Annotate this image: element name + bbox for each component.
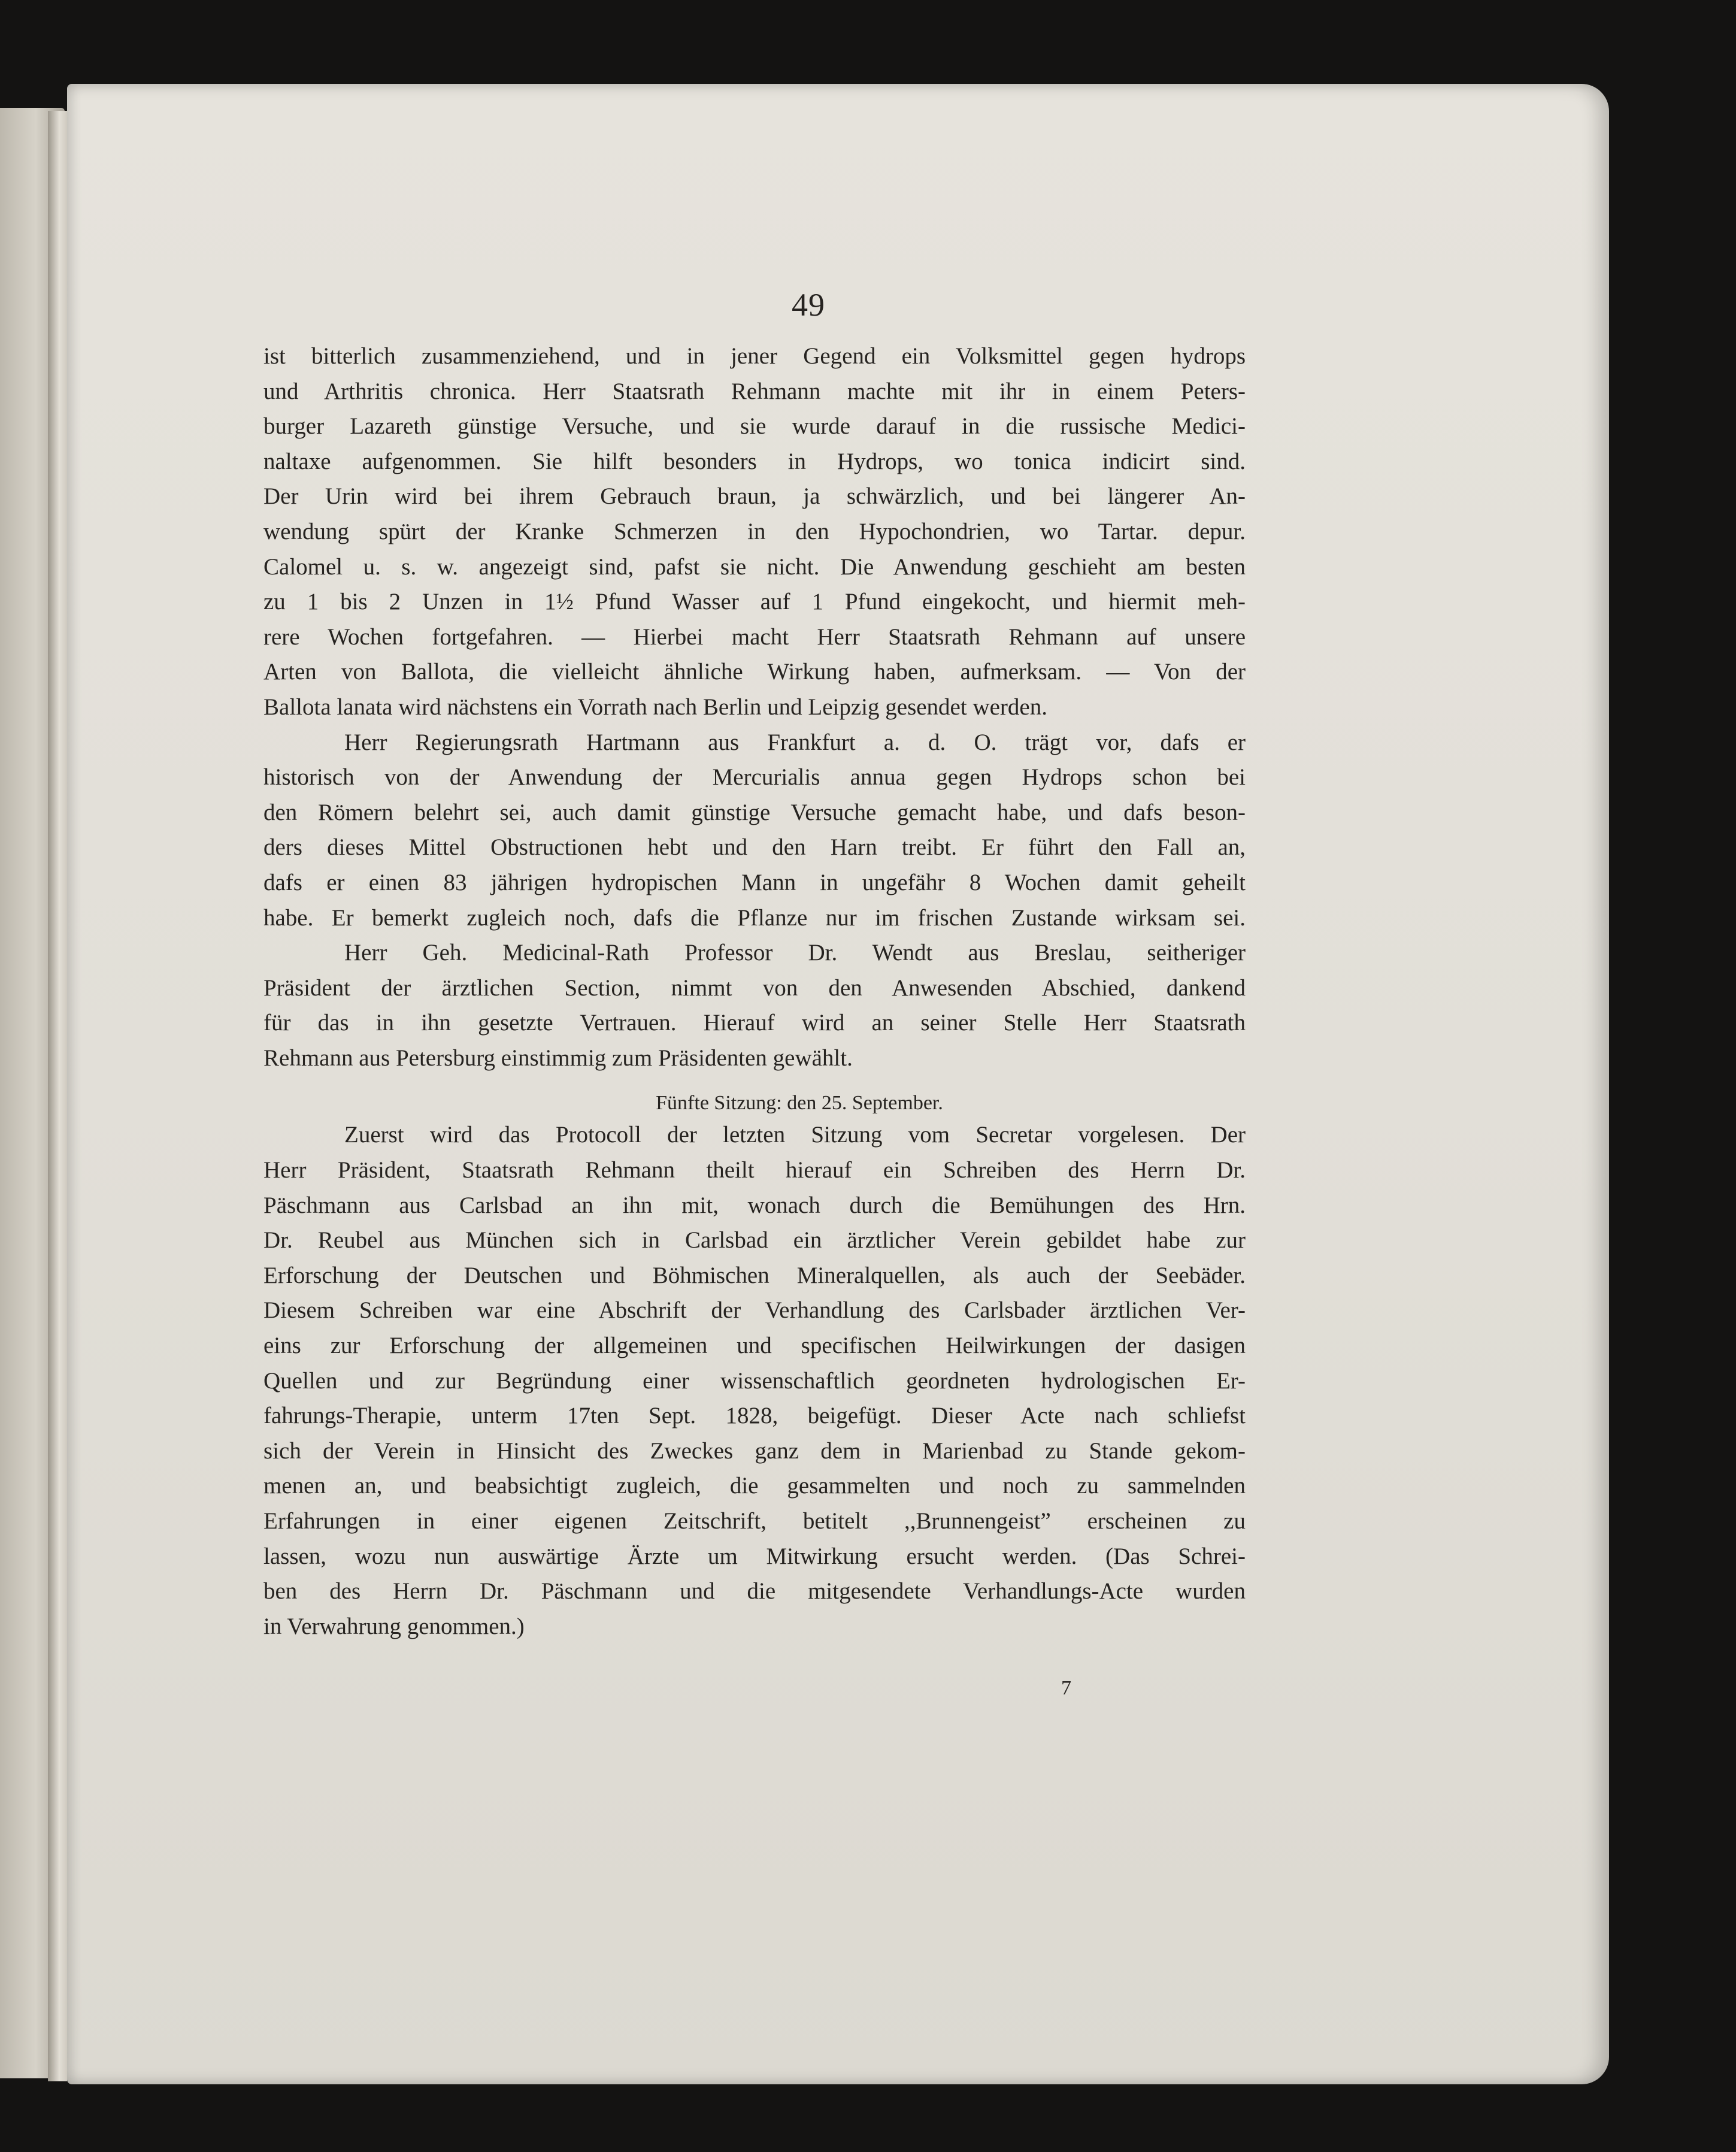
text-line: wendung spürt der Kranke Schmerzen in den Hypochondrien, wo Tartar. depur. xyxy=(263,518,1246,544)
text-line: Arten von Ballota, die vielleicht ähnliche Wirkung haben, aufmerksam. — Von der xyxy=(263,659,1246,685)
paragraph-3 xyxy=(263,936,1246,1076)
book-gutter xyxy=(48,111,67,2081)
text-line: Calomel u. s. w. angezeigt sind, pafst sie nicht. Die Anwendung geschieht am besten xyxy=(263,553,1246,580)
text-line: eins zur Erforschung der allgemeinen und specifischen Heilwirkungen der dasigen xyxy=(263,1333,1246,1359)
paragraph-1 xyxy=(263,339,1246,725)
text-line: zu 1 bis 2 Unzen in 1½ Pfund Wasser auf 1 Pfund eingekocht, und hiermit meh- xyxy=(263,589,1246,615)
text-line: Ballota lanata wird nächstens ein Vorrath nach Berlin und Leipzig gesendet werden. xyxy=(263,694,1047,720)
text-line: rere Wochen fortgefahren. — Hierbei macht Herr Staatsrath Rehmann auf unsere xyxy=(263,623,1246,650)
text-line: Quellen und zur Begründung einer wissenschaftlich geordneten hydrologischen Er- xyxy=(263,1367,1246,1394)
text-line: Dr. Reubel aus München sich in Carlsbad ein ärztlicher Verein gebildet habe zur xyxy=(263,1227,1246,1254)
text-line: Erforschung der Deutschen und Böhmischen Mineralquellen, als auch der Seebäder. xyxy=(263,1262,1246,1288)
text-line: naltaxe aufgenommen. Sie hilft besonders in Hydrops, wo tonica indicirt sind. xyxy=(263,448,1246,474)
text-line: Diesem Schreiben war eine Abschrift der Verhandlung des Carlsbader ärztlichen Ver- xyxy=(263,1297,1246,1324)
text-line: sich der Verein in Hinsicht des Zweckes ganz dem in Marienbad zu Stande gekom- xyxy=(263,1437,1246,1464)
text-line: Erfahrungen in einer eigenen Zeitschrift, betitelt ,,Brunnengeist” erscheinen zu xyxy=(263,1508,1246,1534)
text-line: historisch von der Anwendung der Mercurialis annua gegen Hydrops schon bei xyxy=(263,764,1246,791)
text-line: Herr Regierungsrath Hartmann aus Frankfurt a. d. O. trägt vor, dafs er xyxy=(344,729,1246,755)
text-line: ist bitterlich zusammenziehend, und in jener Gegend ein Volksmittel gegen hydrops xyxy=(263,343,1246,369)
paragraph-4 xyxy=(263,1118,1246,1644)
signature-mark: 7 xyxy=(1061,1677,1071,1699)
text-line: Rehmann aus Petersburg einstimmig zum Präsidenten gewählt. xyxy=(263,1045,853,1071)
text-line: fahrungs-Therapie, unterm 17ten Sept. 1828, beigefügt. Dieser Acte nach schliefst xyxy=(263,1403,1246,1429)
section-heading: Fünfte Sitzung: den 25. September. xyxy=(656,1092,943,1115)
text-line: Herr Geh. Medicinal-Rath Professor Dr. Wendt aus Breslau, seitheriger xyxy=(344,940,1246,966)
text-line: dafs er einen 83 jährigen hydropischen Mann in ungefähr 8 Wochen damit geheilt xyxy=(263,869,1246,895)
text-line: habe. Er bemerkt zugleich noch, dafs die Pflanze nur im frischen Zustande wirksam sei. xyxy=(263,904,1246,931)
text-line: burger Lazareth günstige Versuche, und sie wurde darauf in die russische Medici- xyxy=(263,413,1246,440)
text-line: Zuerst wird das Protocoll der letzten Sitzung vom Secretar vorgelesen. Der xyxy=(344,1122,1246,1148)
page-number: 49 xyxy=(792,287,825,323)
text-line: ben des Herrn Dr. Päschmann und die mitgesendete Verhandlungs-Acte wurden xyxy=(263,1578,1246,1605)
text-line: Herr Präsident, Staatsrath Rehmann theilt hierauf ein Schreiben des Herrn Dr. xyxy=(263,1157,1246,1184)
text-line: Präsident der ärztlichen Section, nimmt von den Anwesenden Abschied, dankend xyxy=(263,974,1246,1001)
text-line: menen an, und beabsichtigt zugleich, die gesammelten und noch zu sammelnden xyxy=(263,1473,1246,1499)
paragraph-2 xyxy=(263,725,1246,936)
text-line: Päschmann aus Carlsbad an ihn mit, wonach durch die Bemühungen des Hrn. xyxy=(263,1192,1246,1218)
text-line: ders dieses Mittel Obstructionen hebt und den Harn treibt. Er führt den Fall an, xyxy=(263,834,1246,861)
text-line: und Arthritis chronica. Herr Staatsrath Rehmann machte mit ihr in einem Peters- xyxy=(263,378,1246,404)
text-line: in Verwahrung genommen.) xyxy=(263,1613,525,1639)
text-line: Der Urin wird bei ihrem Gebrauch braun, ja schwärzlich, und bei längerer An- xyxy=(263,483,1246,510)
text-line: für das in ihn gesetzte Vertrauen. Hierauf wird an seiner Stelle Herr Staatsrath xyxy=(263,1010,1246,1036)
page-text xyxy=(263,286,1246,1644)
text-line: den Römern belehrt sei, auch damit günstige Versuche gemacht habe, und dafs beson- xyxy=(263,799,1246,825)
text-line: lassen, wozu nun auswärtige Ärzte um Mitwirkung ersucht werden. (Das Schrei- xyxy=(263,1543,1246,1569)
